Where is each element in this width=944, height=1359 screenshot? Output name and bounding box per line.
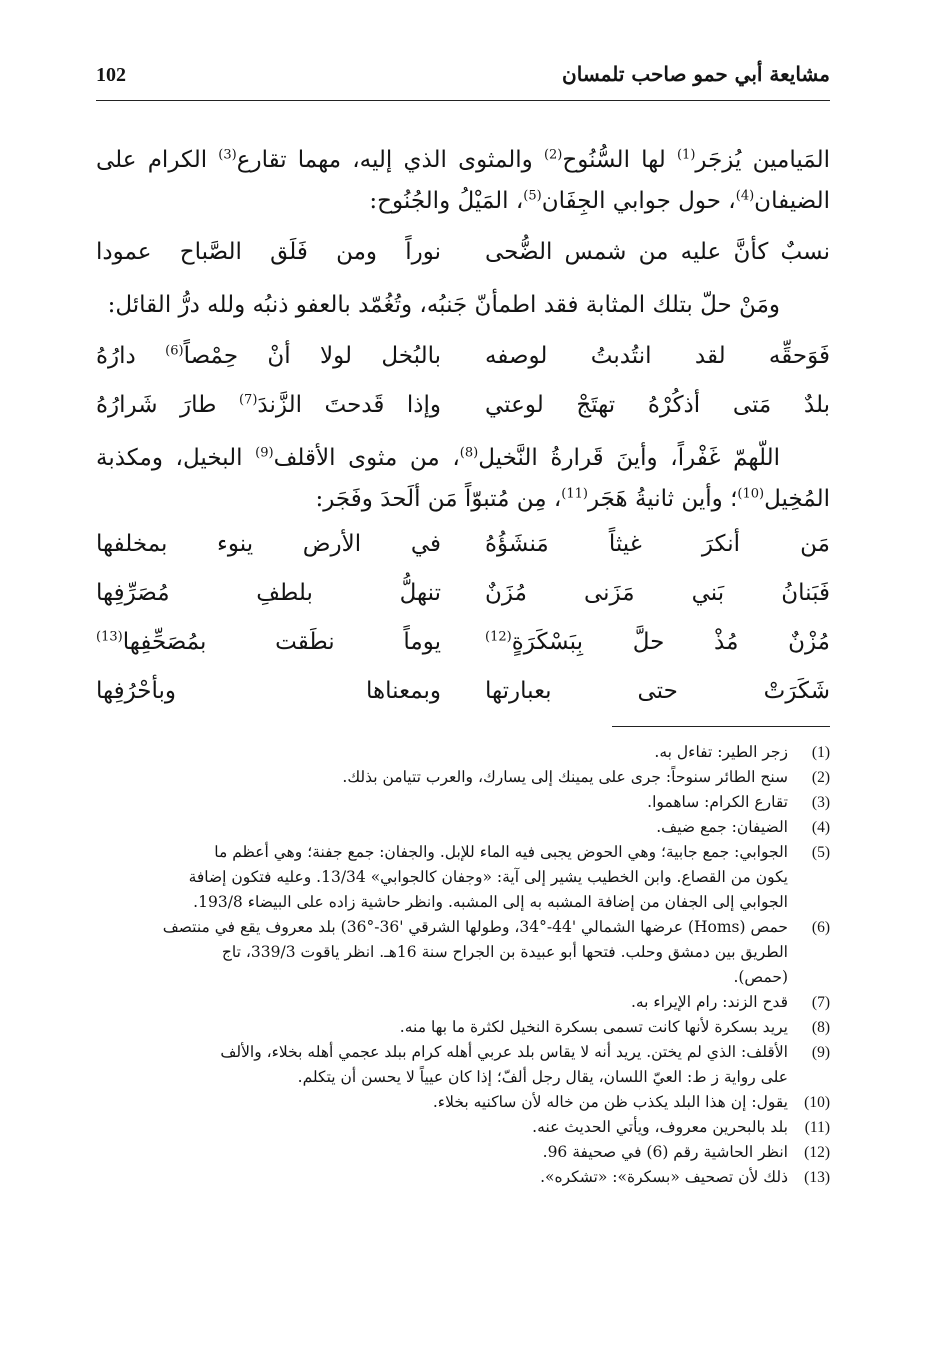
footnote-number: (3): [811, 794, 830, 811]
footnote-text: قدح الزند: رام الإيراء به.: [630, 993, 788, 1011]
verse-1-first-hemistich: نسبٌ كأنَّ عليه من شمس الضُّحى: [485, 239, 830, 265]
verse-4: [96, 520, 830, 569]
footnote-text: انظر الحاشية رقم (6) في صحيفة 96.: [542, 1143, 788, 1161]
footnote-text: سنح الطائر سنوحاً: جرى على يمينك إلى يسارك، والعرب تتيامن بذلك.: [342, 768, 788, 786]
footnote-line: على رواية ز ط: العيّ اللسان، يقال رجل ألفّ؛ إذا كان عيياً لا يحسن أن يتكلم.: [297, 1068, 788, 1086]
paragraph-2: ومَنْ حلّ بتلك المثابة فقد اطمأنّ جَنبُه، وتُغُمّد بالعفو ذنبُه ولله درُّ القائل:: [107, 292, 780, 318]
footnote-line: يكون من القصاع. وابن الخطيب يشير إلى آية: «وجفان كالجوابي» 13/34. وعليه فتكون إضافة: [188, 868, 788, 886]
footnote-text: بلد بالبحرين معروف، ويأتي الحديث عنه.: [532, 1118, 788, 1136]
main-text: [96, 140, 830, 716]
footnote-text: ذلك لأن تصحيف «بسكرة»: «تشكره».: [540, 1168, 788, 1186]
page-number: 102: [96, 64, 126, 86]
verse-7-second-hemistich: وبمعناها وبأحْرُفِها: [96, 678, 441, 704]
verse-6-first-hemistich: مُزْنٌ مُذْ حلَّ بِبَسْكَرَةٍ$^{(12)}$: [485, 629, 830, 655]
footnote-text: يقول: إن هذا البلد يكذب ظن من خاله لأن ساكنيه بخلاء.: [432, 1093, 788, 1111]
footnote-text: [96, 1040, 788, 1090]
verse-3: [96, 381, 830, 430]
footnote-text: تقارع الكرام: ساهموا.: [647, 793, 788, 811]
footnote-number: (12): [804, 1144, 830, 1161]
verse-4-second-hemistich: في الأرض ينوء بمخلفها: [96, 531, 441, 557]
footnote-line: الجوابي: جمع جابية؛ وهي الحوض يجبى فيه الماء للإبل. والجفان: جمع جفنة؛ وهي أعظم ما: [214, 843, 788, 861]
verse-7-first-hemistich: شَكَرَتْ حتى بعبارتها: [485, 678, 830, 704]
footnote-number: (13): [804, 1169, 830, 1186]
footnote: [96, 1165, 830, 1190]
footnote-number: (5): [811, 844, 830, 861]
footnote-text: [96, 915, 788, 990]
paragraph-3: اللّهمّ غَفْراً، وأينَ قَرارةُ النَّخيل$^{(8)}$، من مثوى الأقلف$^{(9)}$ البخيل، ومكذبة المُخِيل$^{(10)}$؛ وأين ثانيةُ هَجَر$^{(11)}$، مِن مُتبوّاً مَن ألَحدَ وفَجَر:: [96, 445, 830, 512]
footnote-number: (6): [811, 919, 830, 936]
verse-7: [96, 667, 830, 716]
footnote-number: (8): [811, 1019, 830, 1036]
footnote-line: الجوابي إلى الجفان من إضافة المشبه به إلى المشبه. وانظر حاشية زاده على البيضاء 193/8.: [193, 893, 788, 911]
footnote-text: [96, 840, 788, 915]
verse-2: [96, 332, 830, 381]
header-rule: [96, 100, 830, 101]
verse-3-first-hemistich: بلدٌ مَتى أذكُرْهُ تهتَجْ لوعتي: [485, 392, 830, 418]
footnote: [96, 790, 830, 815]
footnote: [96, 1090, 830, 1115]
verse-3-second-hemistich: وإذا قَدحتَ الزَّندَ$^{(7)}$ طارَ شَرارُهُ: [96, 392, 441, 418]
footnote-line: الأقلف: الذي لم يختن. يريد أنه لا يقاس بلد عربي أهله كرام ببلد عجمي أهله بخلاء، والألف: [220, 1043, 788, 1061]
footnote: [96, 1015, 830, 1040]
footnote-text: زجر الطير: تفاءل به.: [654, 743, 788, 761]
footnote: [96, 815, 830, 840]
verse-6-second-hemistich: يوماً نطَقت بمُصَحِّفِها$^{(13)}$: [96, 629, 441, 655]
verse-5-first-hemistich: فَبَنانُ بَني مَزَنى مُزَنٌ: [485, 580, 830, 606]
footnote-text: الضيفان: جمع ضيف.: [656, 818, 788, 836]
footnote: [96, 740, 830, 765]
header-title: مشايعة أبي حمو صاحب تلمسان: [562, 62, 830, 86]
footnote: [96, 1115, 830, 1140]
footnote-number: (7): [811, 994, 830, 1011]
verse-1: [96, 228, 830, 277]
verse-1-second-hemistich: نوراً ومن فَلَق الصَّباح عمودا: [96, 239, 441, 265]
verse-5-second-hemistich: تنهلُّ بلطفِ مُصَرِّفِها: [96, 580, 441, 606]
footnote: [96, 1040, 830, 1090]
verse-2-first-hemistich: فَوَحقِّه لقد انتُدبتُ لوصفه: [485, 343, 830, 369]
footnote-number: (10): [804, 1094, 830, 1111]
paragraph-1: المَيامين يُزجَر$^{(1)}$ لها السُّنُوح$^{(2)}$ والمثوى الذي إليه، مهما تقارع$^{(3)}$ الكرام على الضيفان$^{(4)}$، حول جوابي الجِفَان$^{(5)}$، المَيْلُ والجُنُوح:: [96, 147, 830, 214]
footnote-line: حمص (Homs) عرضها الشمالي '44-°34، وطولها الشرقي '36-°36) بلد معروف يقع في منتصف: [162, 918, 788, 936]
footnote: [96, 990, 830, 1015]
footnote-line: الطريق بين دمشق وحلب. فتحها أبو عبيدة بن الجراح سنة 16هـ. انظر ياقوت 339/3، تاج: [221, 943, 788, 961]
footnote-number: (11): [804, 1119, 830, 1136]
footnote: [96, 765, 830, 790]
footnote-rule: [612, 726, 830, 727]
verse-4-first-hemistich: مَن أنكرَ غيثاً مَنشَؤُهُ: [485, 531, 830, 557]
footnote: [96, 840, 830, 915]
footnotes: [96, 740, 830, 1190]
footnote-number: (2): [811, 769, 830, 786]
footnote-number: (9): [811, 1044, 830, 1061]
footnote-line: (حمص).: [733, 968, 788, 986]
footnote: [96, 915, 830, 990]
footnote-number: (4): [811, 819, 830, 836]
footnote: [96, 1140, 830, 1165]
verse-6: [96, 618, 830, 667]
verse-2-second-hemistich: بالبُخل لولا أنْ حِمْصاً$^{(6)}$ دارُهُ: [96, 343, 441, 369]
footnote-text: يريد بسكرة لأنها كانت تسمى بسكرة النخيل لكثرة ما بها منه.: [399, 1018, 788, 1036]
footnote-number: (1): [811, 744, 830, 761]
verse-5: [96, 569, 830, 618]
running-header: [96, 62, 830, 96]
